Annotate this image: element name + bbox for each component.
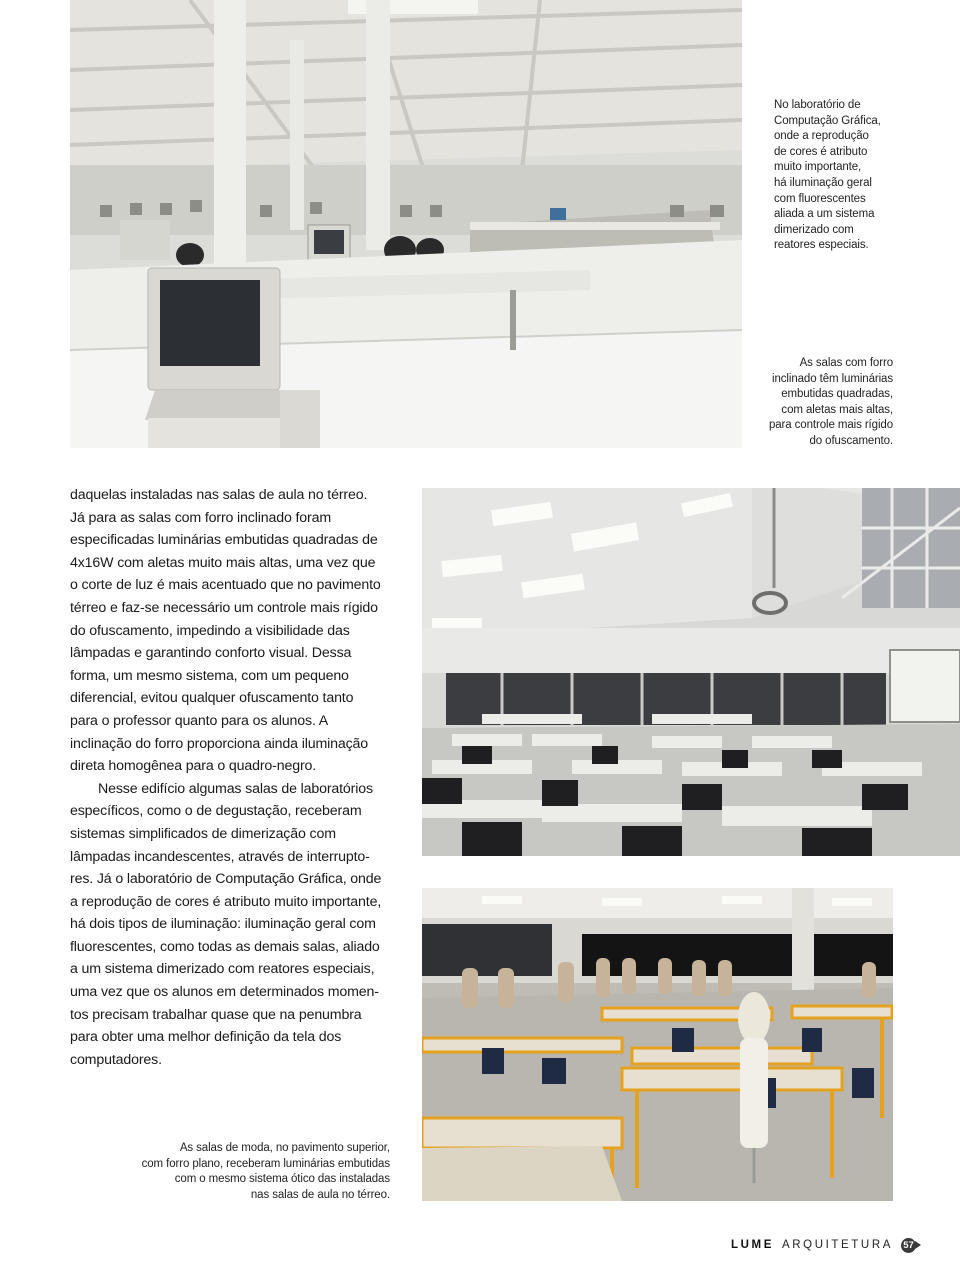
text-line: sistemas simplificados de dimerização com [70, 825, 336, 842]
text-line: daquelas instaladas nas salas de aula no térreo. [70, 487, 368, 503]
text-line: res. Já o laboratório de Computação Gráfica, onde [70, 871, 382, 888]
text-line: fluorescentes, como todas as demais salas, aliado [70, 938, 380, 955]
text-line: tos precisam trabalhar quase que na penumbra [70, 1006, 362, 1023]
text-line: a reprodução de cores é atributo muito importante, [70, 893, 382, 910]
text-line: a um sistema dimerizado com reatores especiais, [70, 961, 375, 978]
text-line: há dois tipos de iluminação: iluminação geral com [70, 916, 376, 933]
text-line: lâmpadas incandescentes, através de interrupto- [70, 848, 370, 865]
text-line: Já para as salas com forro inclinado foram [70, 509, 332, 526]
caption-fashion-studio: As salas de moda, no pavimento superior, com forro plano, receberam luminárias embutidas com o mesmo sistema ótico das instaladas nas salas de aula no térreo. [141, 1142, 390, 1201]
text-line: específicos, como o de degustação, receberam [70, 803, 362, 820]
text-line: térreo e faz-se necessário um controle mais rígido [70, 599, 378, 616]
text-line: para o professor quanto para os alunos. A [70, 712, 329, 729]
photo-inclined-ceiling-classroom [422, 488, 960, 856]
text-line: para obter uma melhor definição da tela dos [70, 1029, 342, 1046]
text-line: do ofuscamento, impedindo a visibilidade das [70, 622, 350, 639]
text-line: computadores. [70, 1051, 162, 1068]
text-line: o corte de luz é mais acentuado que no pavimento [70, 577, 381, 594]
magazine-brand: LUME [730, 1239, 774, 1251]
magazine-section: ARQUITETURA [781, 1239, 893, 1251]
paragraph-1 [70, 484, 392, 778]
text-line: direta homogênea para o quadro-negro. [70, 758, 317, 775]
text-line: especificadas luminárias embutidas quadradas de [70, 532, 378, 549]
text-line: uma vez que os alunos em determinados momen- [70, 984, 379, 1001]
page-number: 57 [901, 1238, 916, 1253]
photo-fashion-studio [422, 888, 893, 1201]
text-line: diferencial, evitou qualquer ofuscamento tanto [70, 690, 354, 707]
text-line: inclinação do forro proporciona ainda iluminação [70, 735, 369, 752]
caption-inclined-ceiling: As salas com forro inclinado têm luminárias embutidas quadradas, com aletas mais altas, para controle mais rígido do ofuscamento. [768, 357, 893, 447]
paragraph-2 [70, 778, 392, 1072]
page-footer [731, 1236, 916, 1254]
text-line: Nesse edifício algumas salas de laboratórios [98, 780, 373, 797]
article-body [70, 484, 392, 1071]
caption-computer-lab: No laboratório de Computação Gráfica, onde a reprodução de cores é atributo muito importante, há iluminação geral com fluorescentes aliada a um sistema dimerizado com reatores especiais. [774, 99, 881, 252]
text-line: forma, um mesmo sistema, com um pequeno [70, 667, 349, 684]
photo-computer-lab [70, 0, 742, 448]
text-line: 4x16W com aletas muito mais altas, uma vez que [70, 554, 376, 571]
text-line: lâmpadas e garantindo conforto visual. Dessa [70, 645, 352, 662]
